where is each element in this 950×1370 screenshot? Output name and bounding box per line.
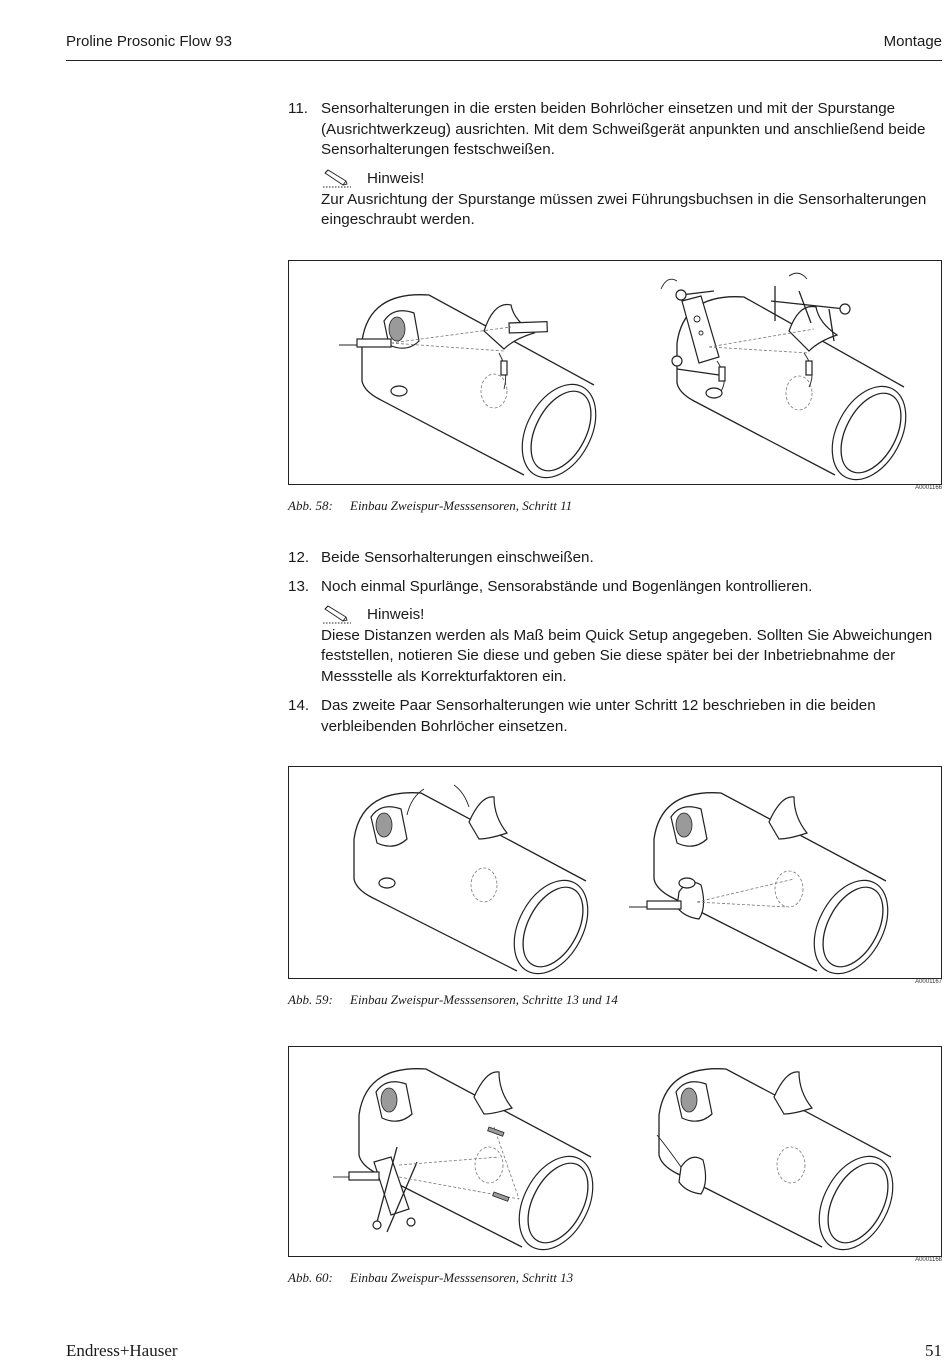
figure-code: A0001166 <box>915 485 942 491</box>
caption-text: Einbau Zweispur-Messsensoren, Schritte 13 und 14 <box>350 992 618 1007</box>
step-text: Das zweite Paar Sensorhalterungen wie unter Schritt 12 beschrieben in die beiden verbleibenden Bohrlöcher einsetzen. <box>321 697 876 735</box>
step-number: 14. <box>288 697 310 714</box>
step-number: 12. <box>288 549 310 566</box>
step-text: Beide Sensorhalterungen einschweißen. <box>321 549 594 566</box>
step-number: 13. <box>288 578 310 595</box>
note-title: Hinweis! <box>367 170 425 187</box>
pipe-drawing-right <box>629 793 903 978</box>
figure-59-illustration <box>288 766 942 979</box>
figure-60-caption <box>288 1270 573 1286</box>
pipe-drawing-left <box>354 785 603 978</box>
figure-58-illustration <box>288 260 942 485</box>
pipe-drawing-right <box>661 273 921 484</box>
pipe-drawing-right <box>657 1069 908 1256</box>
page-number: 51 <box>925 1341 942 1360</box>
pipe-drawing-left <box>333 1069 608 1256</box>
pipe-drawing-left <box>339 295 611 484</box>
step-13 <box>288 577 942 598</box>
header-title: Proline Prosonic Flow 93 <box>66 33 232 50</box>
footer-company: Endress+Hauser <box>66 1341 178 1360</box>
figure-59-caption <box>288 992 618 1008</box>
step-14 <box>288 696 942 737</box>
note-text: Zur Ausrichtung der Spurstange müssen zwei Führungsbuchsen in die Sensorhalterungen eingeschraubt werden. <box>321 190 927 228</box>
header-section: Montage <box>883 33 942 50</box>
step-12 <box>288 548 942 569</box>
caption-text: Einbau Zweispur-Messsensoren, Schritt 11 <box>350 498 573 513</box>
figure-60-illustration <box>288 1046 942 1257</box>
note-title: Hinweis! <box>367 606 425 623</box>
caption-label: Abb. 59: <box>288 992 333 1007</box>
figure-code: A0001167 <box>915 979 942 985</box>
header-divider <box>66 60 942 61</box>
caption-label: Abb. 58: <box>288 498 333 513</box>
note-1 <box>321 169 942 231</box>
step-text: Noch einmal Spurlänge, Sensorabstände und Bogenlängen kontrollieren. <box>321 578 813 595</box>
pencil-note-icon <box>321 169 357 189</box>
note-2 <box>321 605 942 687</box>
pencil-note-icon <box>321 605 357 625</box>
caption-label: Abb. 60: <box>288 1270 333 1285</box>
figure-code: A0001168 <box>915 1257 942 1263</box>
note-text: Diese Distanzen werden als Maß beim Quick Setup angegeben. Sollten Sie Abweichungen feststellen, notieren Sie diese und geben Sie diese später bei der Inbetriebnahme der Messstelle als Korrekturfaktoren ein. <box>321 626 933 685</box>
figure-58-caption <box>288 498 572 514</box>
step-11 <box>288 99 942 161</box>
caption-text: Einbau Zweispur-Messsensoren, Schritt 13 <box>350 1270 574 1285</box>
step-number: 11. <box>288 100 308 117</box>
step-text: Sensorhalterungen in die ersten beiden Bohrlöcher einsetzen und mit der Spurstange (Ausrichtwerkzeug) ausrichten. Mit dem Schweißgerät anpunkten und anschließend beide Sensorhalterungen festschweißen. <box>321 100 926 158</box>
